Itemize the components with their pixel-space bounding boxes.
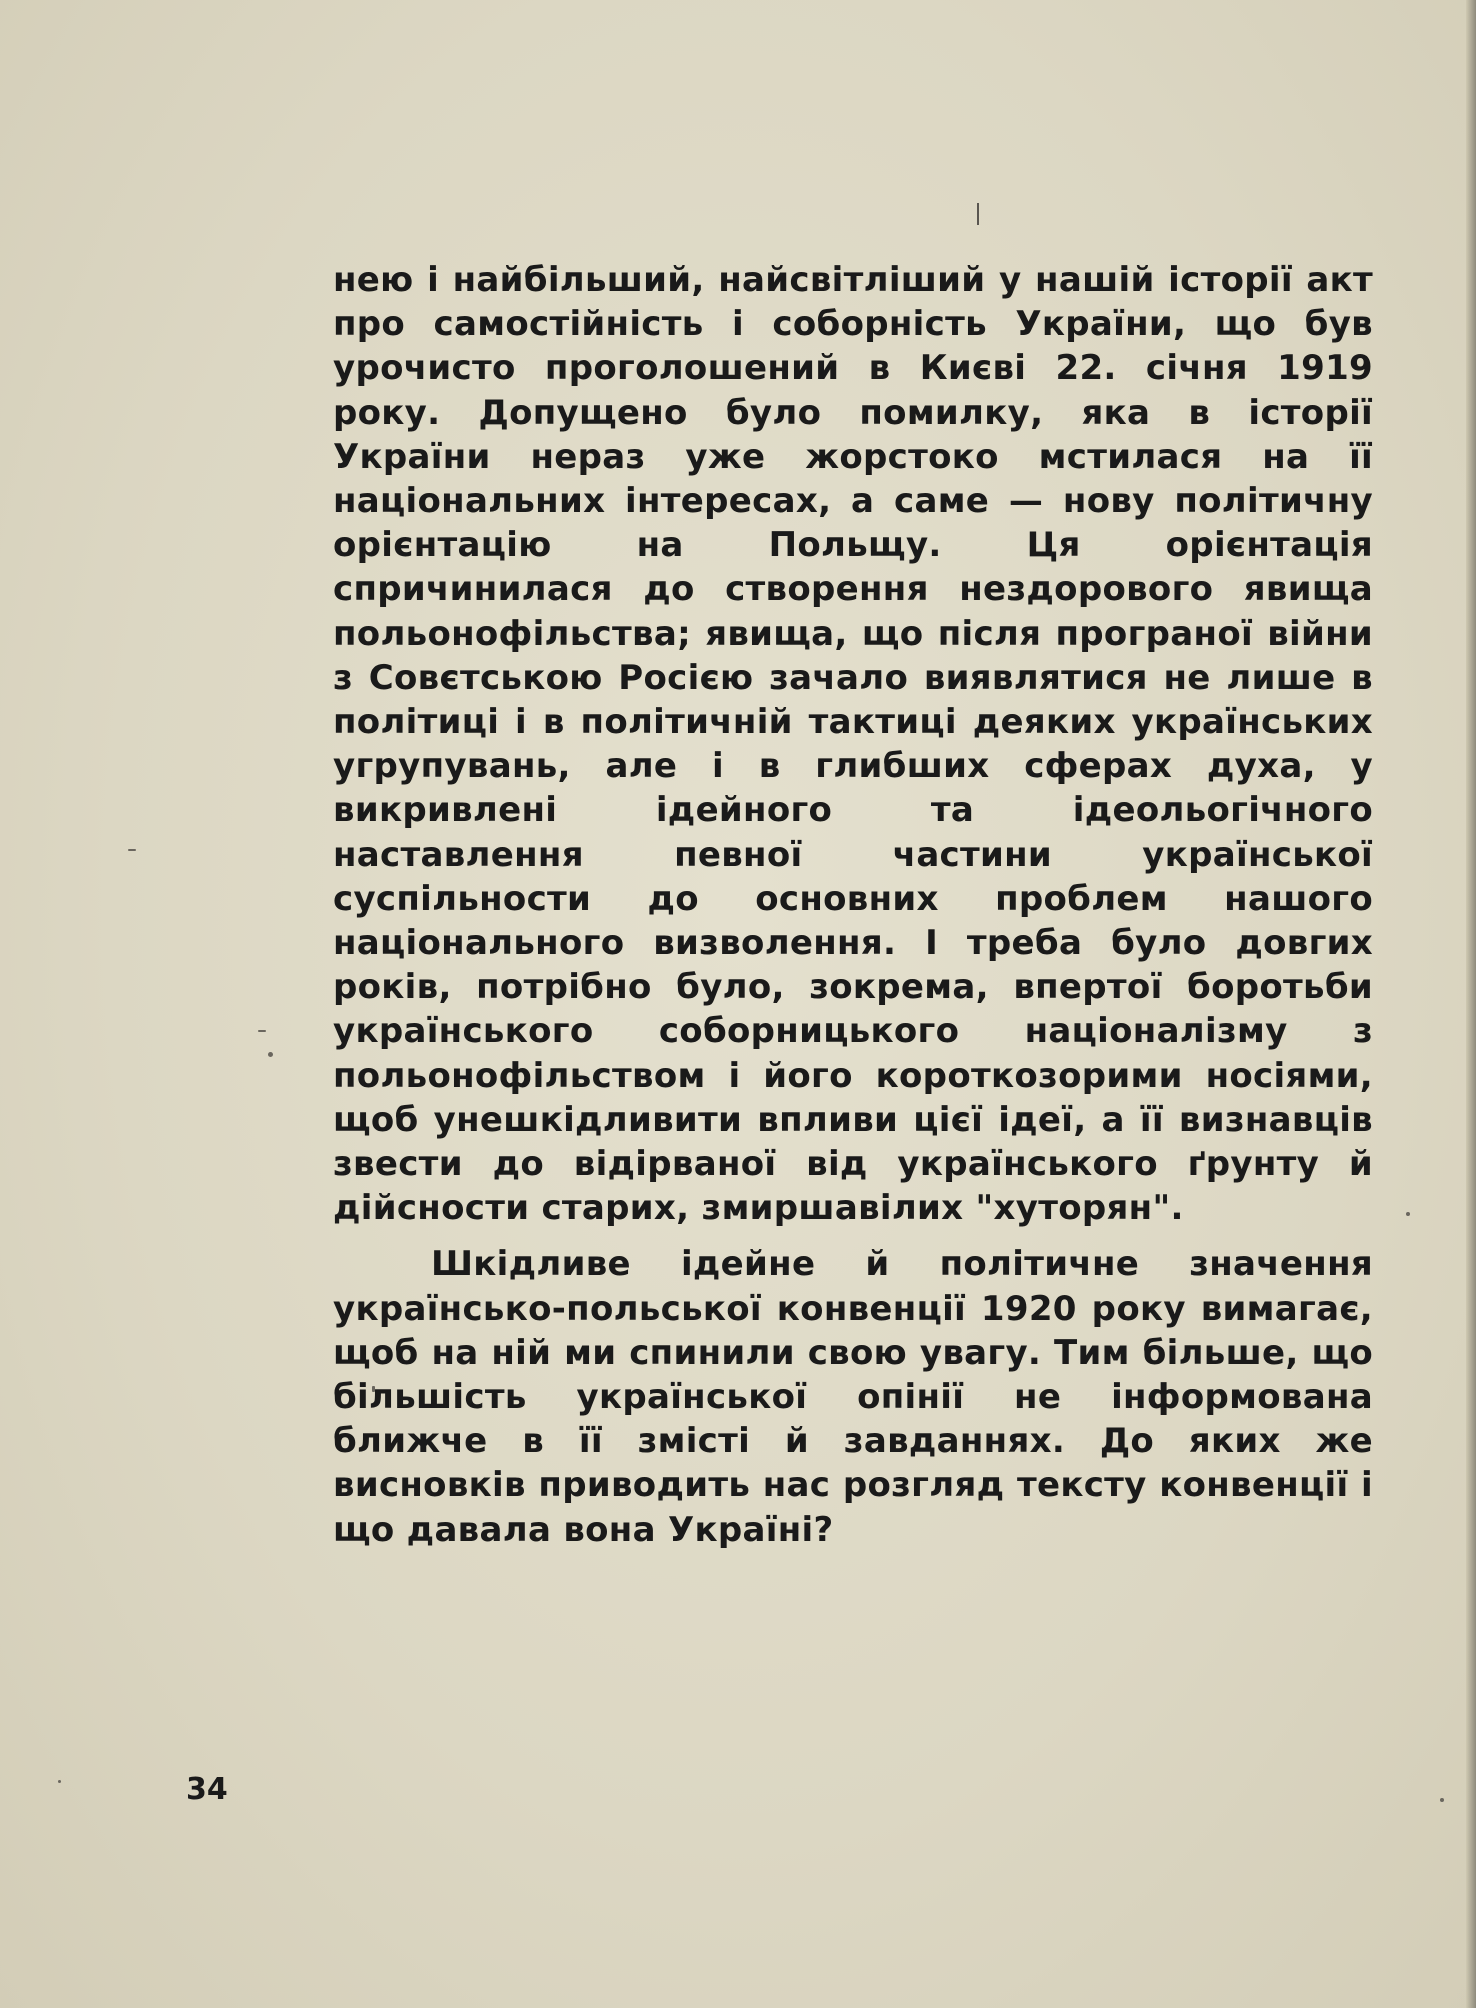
paragraph-2: Шкідливе ідейне й політичне значення українсько-польської конвенції 1920 року вимагає, щоб на ній ми спинили свою увагу. Тим більше, що більшість української опінії не інформована ближче в її змісті й завданнях. До яких же висновків приводить нас розгляд тексту конвенції і що давала вона Україні?: [333, 1244, 1373, 1550]
page-edge-shadow: [1466, 0, 1476, 2008]
paragraph-1: нею і найбільший, найсвітліший у нашій історії акт про самостійність і соборність України, що був урочисто проголошений в Києві 22. січня 1919 року. Допущено було помилку, яка в історії України нераз уже жорстоко мстилася на її національних інтересах, а саме — нову політичну орієнтацію на Польщу. Ця орієнтація спричинилася до створення нездорового явища польонофільства; явища, що після програної війни з Совєтською Росією зачало виявлятися не лише в політиці і в політичній тактиці деяких українських угрупувань, але і в глибших сферах духа, у викривлені ідейного та ідеольогічного наставлення певної частини української суспільности до основних проблем нашого національного визволення. І треба було довгих років, потрібно було, зокрема, впертої боротьби українського соборницького націоналізму з польонофільством і його короткозорими носіями, щоб унешкідливити впливи цієї ідеї, а її визнавців звести до відірваної від українського ґрунту й дійсности старих, змиршавілих "хуторян".: [333, 260, 1373, 1229]
speck: [128, 849, 136, 851]
speck: [268, 1052, 273, 1057]
body-text: [333, 258, 1373, 1552]
print-mark: [977, 203, 979, 225]
speck: [1440, 1798, 1444, 1802]
speck: [1406, 1212, 1410, 1216]
speck: [58, 1780, 61, 1783]
page-number: 34: [186, 1772, 228, 1807]
speck: [258, 1030, 266, 1032]
